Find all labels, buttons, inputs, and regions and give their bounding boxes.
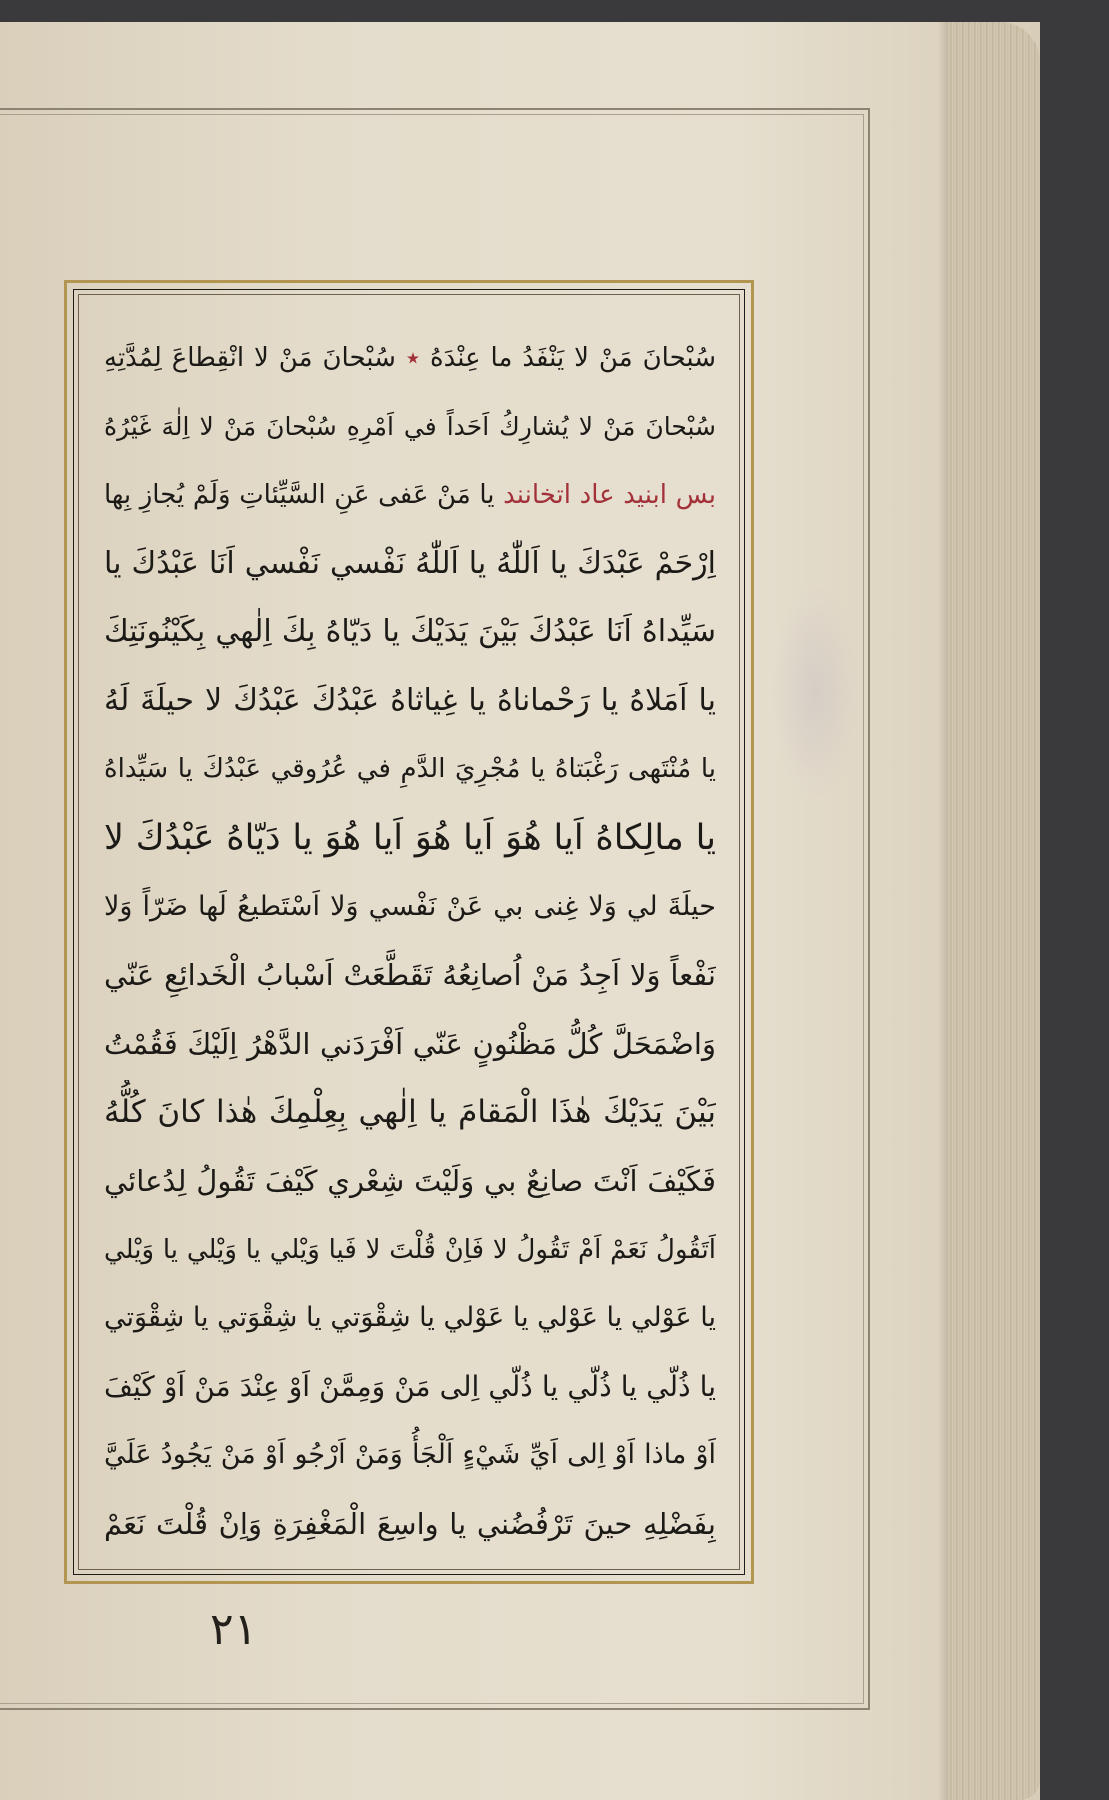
text-line: [104, 463, 716, 527]
text-line: [104, 1218, 716, 1282]
rubric-text: ٭: [395, 343, 430, 373]
line-text: سُبْحانَ مَنْ لا يُشارِكُ اَحَداً في اَمْرِهِ سُبْحانَ مَنْ لا اِلٰهَ غَيْرُهُ: [104, 411, 716, 441]
line-text: يا ذُلّي يا ذُلّي يا ذُلّي اِلى مَنْ وَمِمَّنْ اَوْ عِنْدَ مَنْ اَوْ كَيْفَ: [104, 1369, 716, 1403]
text-line: [104, 600, 716, 664]
page-gutter-shadow: [938, 22, 948, 1800]
line-text: اَوْ ماذا اَوْ اِلى اَيِّ شَيْءٍ اَلْجَأُ وَمَنْ اَرْجُو اَوْ مَنْ يَجُودُ عَلَيَّ: [104, 1439, 716, 1471]
text-line: [104, 737, 716, 801]
text-line: [104, 1492, 716, 1556]
line-text: نَفْعاً وَلا اَجِدُ مَنْ اُصانِعُهُ تَقَطَّعَتْ اَسْبابُ الْخَدائِعِ عَنّي: [104, 958, 716, 993]
text-line: [104, 806, 716, 870]
text-line: [104, 1286, 716, 1350]
text-line: [104, 532, 716, 596]
text-line: [104, 1355, 716, 1419]
line-text: يا عَوْلي يا عَوْلي يا عَوْلي يا شِقْوَتي يا شِقْوَتي يا شِقْوَتي: [104, 1302, 716, 1334]
line-text: يا اَمَلاهُ يا رَحْماناهُ يا غِياثاهُ عَبْدُكَ عَبْدُكَ لا حيلَةَ لَهُ: [104, 682, 716, 718]
text-line: [104, 395, 716, 459]
text-line: [104, 943, 716, 1007]
text-line: [104, 1423, 716, 1487]
line-text: يا مُنْتَهى رَغْبَتاهُ يا مُجْرِيَ الدَّمِ في عُرُوقي عَبْدُكَ يا سَيِّداهُ: [104, 754, 716, 785]
line-text: بِفَضْلِهِ حينَ تَرْفُضُني يا واسِعَ الْمَغْفِرَةِ وَاِنْ قُلْتَ نَعَمْ: [104, 1506, 716, 1541]
page-edges: [948, 22, 1040, 1800]
text-line: [104, 669, 716, 733]
text-line: [104, 875, 716, 939]
line-text: سُبْحانَ مَنْ لا يَنْفَدُ ما عِنْدَهُ: [429, 343, 716, 373]
manuscript-text-block: [104, 326, 716, 1556]
line-text: سُبْحانَ مَنْ لا انْقِطاعَ لِمُدَّتِهِ: [104, 343, 396, 373]
line-text: وَاضْمَحَلَّ كُلُّ مَظْنُونٍ عَنّي اَفْرَدَني الدَّهْرُ اِلَيْكَ فَقُمْتُ: [104, 1026, 716, 1061]
line-text: بَيْنَ يَدَيْكَ هٰذَا الْمَقامَ يا اِلٰهي بِعِلْمِكَ هٰذا كانَ كُلُّهُ: [104, 1094, 716, 1131]
text-line: [104, 1012, 716, 1076]
line-text: اِرْحَمْ عَبْدَكَ يا اَللّٰهُ يا اَللّٰهُ نَفْسي نَفْسي اَنَا عَبْدُكَ يا: [104, 545, 716, 581]
text-line: [104, 1080, 716, 1144]
rubric-text: بس ابنيد عاد اتخانند: [503, 480, 716, 511]
line-text: يا مَنْ عَفى عَنِ السَّيِّئاتِ وَلَمْ يُجازِ بِها: [104, 480, 504, 511]
text-line: [104, 1149, 716, 1213]
line-text: يا مالِكاهُ اَيا هُوَ اَيا هُوَ اَيا هُوَ يا دَيّاهُ عَبْدُكَ لا: [104, 818, 716, 859]
line-text: اَتَقُولُ نَعَمْ اَمْ تَقُولُ لا فَاِنْ قُلْتَ لا فَيا وَيْلي يا وَيْلي يا وَيْلي: [104, 1234, 716, 1265]
line-text: حيلَةَ لي وَلا غِنى بي عَنْ نَفْسي وَلا اَسْتَطيعُ لَها ضَرّاً وَلا: [104, 890, 716, 922]
text-line: [104, 326, 716, 390]
line-text: فَكَيْفَ اَنْتَ صانِعٌ بي وَلَيْتَ شِعْري كَيْفَ تَقُولُ لِدُعائي: [104, 1163, 716, 1198]
page-number: ٢١: [210, 1604, 258, 1655]
line-text: سَيِّداهُ اَنَا عَبْدُكَ بَيْنَ يَدَيْكَ يا دَيّاهُ بِكَ اِلٰهي بِكَيْنُونَتِكَ: [104, 614, 716, 650]
page-stain: [770, 582, 860, 802]
